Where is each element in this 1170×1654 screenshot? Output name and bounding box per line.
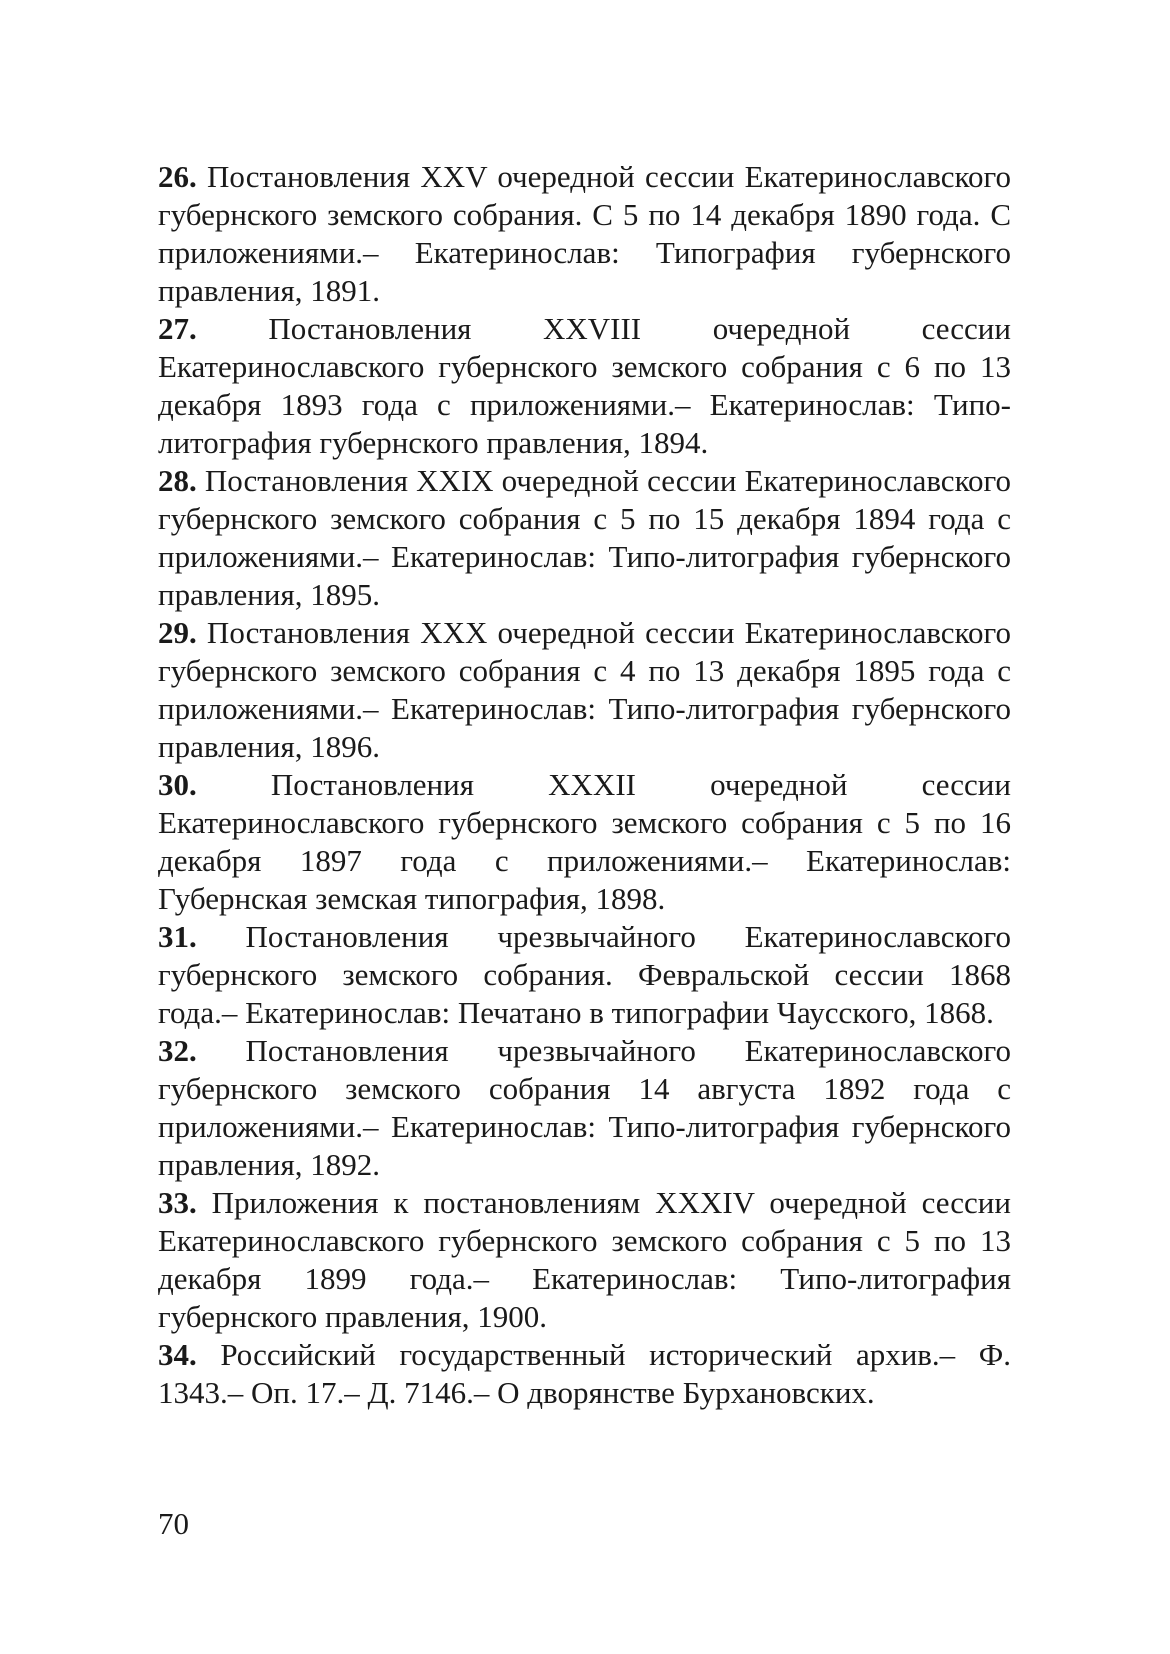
entry-number: 26. (158, 159, 197, 194)
entry-number: 31. (158, 919, 197, 954)
entry-number: 32. (158, 1033, 197, 1068)
bibliography-entry-27 (158, 310, 1011, 462)
entry-number: 30. (158, 767, 197, 802)
bibliography-entry-29 (158, 614, 1011, 766)
entry-number: 33. (158, 1185, 197, 1220)
entry-text: Постановления XXIX очередной сессии Екатеринославского губернского земского собрания с 5 по 15 декабря 1894 года с приложениями.– Екатеринослав: Типо-литография губернского правления, 1895. (158, 463, 1011, 612)
bibliography-entry-30 (158, 766, 1011, 918)
entry-number: 29. (158, 615, 197, 650)
bibliography-entry-26 (158, 158, 1011, 310)
bibliography-entry-31 (158, 918, 1011, 1032)
entry-text: Постановления XXX очередной сессии Екатеринославского губернского земского собрания с 4 по 13 декабря 1895 года с приложениями.– Екатеринослав: Типо-литография губернского правления, 1896. (158, 615, 1011, 764)
entry-text: Постановления XXV очередной сессии Екатеринославского губернского земского собрания. С 5 по 14 декабря 1890 года. С приложениями.– Екатеринослав: Типография губернского правления, 1891. (158, 159, 1011, 308)
entry-number: 34. (158, 1337, 197, 1372)
page-number: 70 (158, 1506, 189, 1541)
entry-number: 27. (158, 311, 197, 346)
entry-number: 28. (158, 463, 197, 498)
bibliography-entry-32 (158, 1032, 1011, 1184)
entry-text: Российский государственный исторический архив.– Ф. 1343.– Оп. 17.– Д. 7146.– О дворянстве Бурхановских. (158, 1337, 1011, 1410)
entry-text: Приложения к постановлениям XXXIV очередной сессии Екатеринославского губернского земского собрания с 5 по 13 декабря 1899 года.– Екатеринослав: Типо-литография губернского правления, 1900. (158, 1185, 1011, 1334)
bibliography-entry-28 (158, 462, 1011, 614)
bibliography-entry-34 (158, 1336, 1011, 1412)
entry-text: Постановления XXVIII очередной сессии Екатеринославского губернского земского собрания с 6 по 13 декабря 1893 года с приложениями.– Екатеринослав: Типо-литография губернского правления, 1894. (158, 311, 1011, 460)
entry-text: Постановления XXXII очередной сессии Екатеринославского губернского земского собрания с 5 по 16 декабря 1897 года с приложениями.– Екатеринослав: Губернская земская типография, 1898. (158, 767, 1011, 916)
entry-text: Постановления чрезвычайного Екатеринославского губернского земского собрания. Февральской сессии 1868 года.– Екатеринослав: Печатано в типографии Чаусского, 1868. (158, 919, 1011, 1030)
bibliography-list (158, 158, 1011, 1412)
entry-text: Постановления чрезвычайного Екатеринославского губернского земского собрания 14 августа 1892 года с приложениями.– Екатеринослав: Типо-литография губернского правления, 1892. (158, 1033, 1011, 1182)
bibliography-entry-33 (158, 1184, 1011, 1336)
